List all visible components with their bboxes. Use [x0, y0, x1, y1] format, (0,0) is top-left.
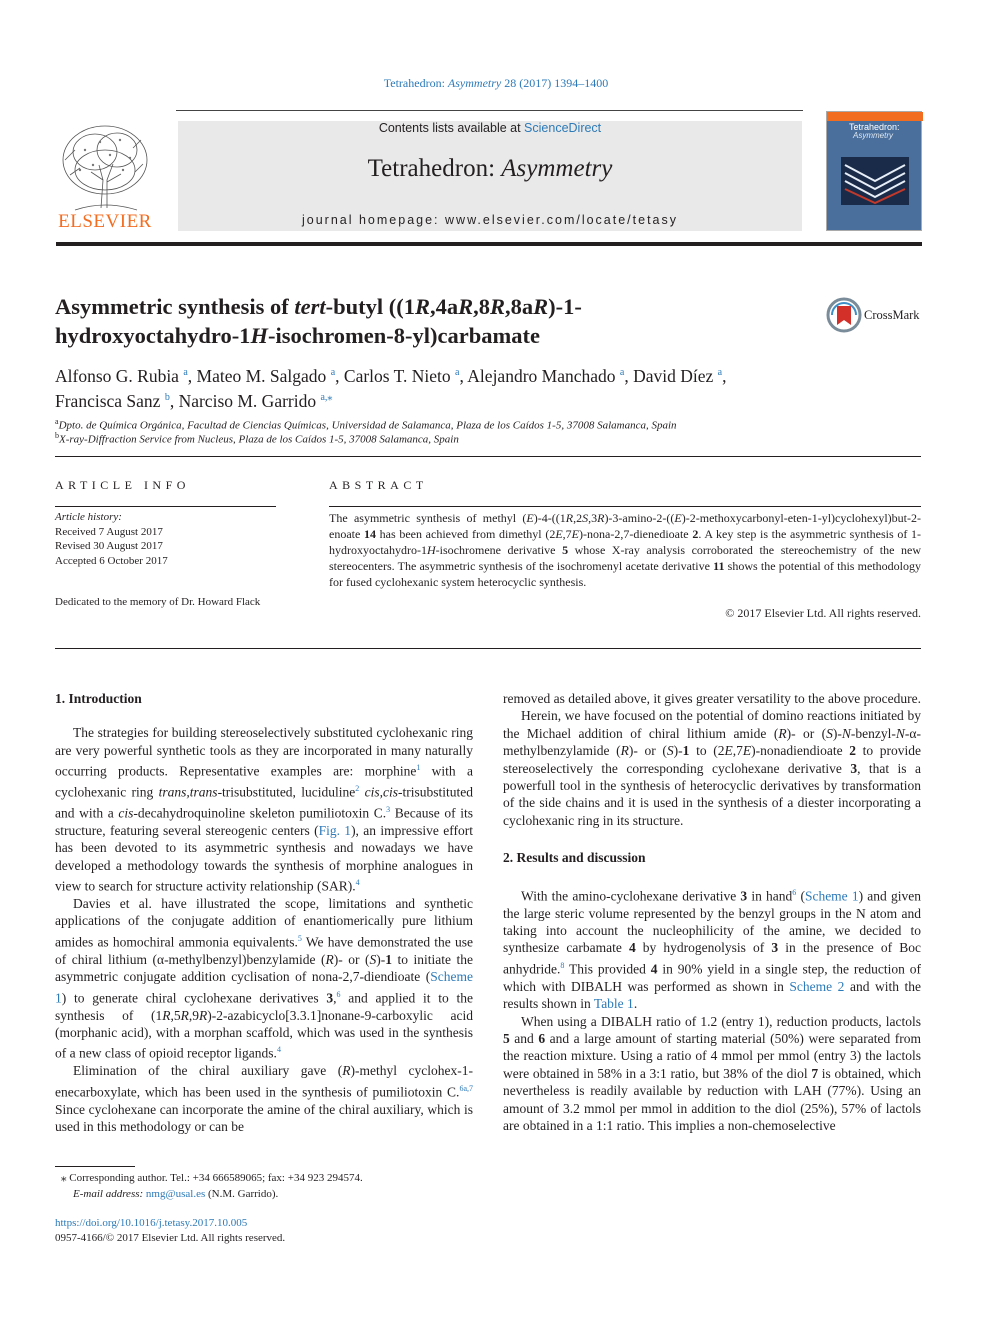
paragraph: Elimination of the chiral auxiliary gave (R)-methyl cyclohex-1-enecarboxylate, which has been used in the synthesis of pumiliotoxin C.$^{6a,7}$ Since cyclohexane can incorporate the amine of the chiral auxiliary, which is used in this methodology or can be	[55, 1063, 473, 1134]
body-column-right	[503, 690, 921, 1134]
sciencedirect-link[interactable]: ScienceDirect	[524, 121, 602, 135]
cover-title: Tetrahedron:	[849, 122, 900, 132]
divider	[55, 648, 921, 649]
figure-link[interactable]: Fig. 1	[318, 822, 352, 838]
author[interactable]: Mateo M. Salgado	[196, 365, 327, 386]
crossmark-icon	[826, 297, 862, 333]
author-list: Alfonso G. Rubia $^a$, Mateo M. Salgado $^a$, Carlos T. Nieto $^a$, Alejandro Manchado $^a$, David Díez $^a$, Francisca Sanz $^b$, Narciso M. Garrido $^{a,⁎}$	[55, 365, 727, 411]
author[interactable]: Alejandro Manchado	[467, 365, 616, 386]
paragraph: Herein, we have focused on the potential of domino reactions initiated by the Michael addition of chiral lithium amide (R)- or (S)-N-benzyl-N-α-methylbenzylamide (R)- or (S)-1 to (2E,7E)-nonadiendioate 2 to provide stereoselectively the corresponding cyclohexane derivative 3, that is a powerfull tool in the synthesis of heterocyclic derivatives by transformation of the side chains and it is used in the synthesis of a diester incorporating a cyclohexanic ring in its structure.	[503, 708, 922, 828]
doi-block	[55, 1216, 473, 1246]
article-title: Asymmetric synthesis of tert-butyl ((1R,4aR,8R,8aR)-1- hydroxyoctahydro-1H-isochromen-8-yl)carbamate	[55, 294, 582, 348]
scheme-link[interactable]: Scheme 1	[804, 888, 859, 904]
affiliation-b: $^b$X-ray-Diffraction Service from Nucleus, Plaza de los Caídos 1-5, 37008 Salamanca, Spain	[55, 431, 459, 446]
homepage-link[interactable]: www.elsevier.com/locate/tetasy	[445, 213, 679, 227]
corresponding-author-note: ⁎ Corresponding author. Tel.: +34 666589065; fax: +34 923 294574. E-mail address: nmg@usal.es (N.M. Garrido).	[61, 1172, 363, 1200]
issn-line: 0957-4166/© 2017 Elsevier Ltd. All rights reserved.	[55, 1232, 286, 1244]
author[interactable]: Francisca Sanz	[55, 390, 161, 411]
divider	[55, 506, 276, 507]
footnote-rule	[55, 1166, 135, 1167]
table-link[interactable]: Table 1	[593, 996, 634, 1012]
article-info-heading: ARTICLE INFO	[55, 478, 190, 492]
contents-line: Contents lists available at ScienceDirect	[378, 121, 602, 135]
section-heading: 2. Results and discussion	[503, 850, 646, 866]
publisher-name: ELSEVIER	[58, 211, 152, 232]
divider	[55, 456, 921, 457]
doi-link[interactable]: https://doi.org/10.1016/j.tetasy.2017.10.005	[55, 1217, 248, 1229]
journal-homepage: journal homepage: www.elsevier.com/locate/tetasy	[301, 213, 679, 227]
journal-citation[interactable]: Tetrahedron: Asymmetry 28 (2017) 1394–1400	[383, 76, 609, 90]
header-rule-top	[176, 110, 803, 111]
crossmark-label: CrossMark	[864, 308, 920, 322]
scheme-link[interactable]: Scheme 1	[55, 969, 473, 1006]
paragraph: removed as detailed above, it gives greater versatility to the above procedure.	[503, 691, 921, 706]
abstract-heading: ABSTRACT	[329, 478, 428, 492]
section-heading: 1. Introduction	[55, 691, 142, 706]
paragraph: When using a DIBALH ratio of 1.2 (entry 1), reduction products, lactols 5 and 6 and a large amount of starting material (50%) were separated from the reaction mixture. Using a ratio of 4 mmol per mmol (entry 3) the lactols were obtained in 58% in a 3:1 ratio, but 38% of the diol 7 is obtained, which nevertheless is readily available by reduction with LAH (77%). Using an amount of 3.2 mmol per mmol in addition to the diol (25%), 57% of lactols are obtained in a 1:1 ratio. This implies a non-chemoselective	[503, 1013, 921, 1133]
author[interactable]: Narciso M. Garrido	[178, 390, 317, 411]
author[interactable]: Alfonso G. Rubia	[55, 365, 179, 386]
cover-subtitle: Asymmetry	[853, 131, 893, 140]
dedication: Dedicated to the memory of Dr. Howard Flack	[55, 596, 261, 608]
journal-cover-image	[826, 111, 922, 231]
paragraph: Davies et al. have illustrated the scope, limitations and synthetic applications of the conjugate addition of enantiomerically pure lithium amides as homochiral ammonia equivalents.$^5$ We have demonstrated the use of chiral lithium (α-methylbenzyl)benzylamide (R)- or (S)-1 to initiate the asymmetric conjugate addition cyclisation of nona-2,7-diendioate (Scheme 1) to generate chiral cyclohexane derivatives 3,$^6$ and applied it to the synthesis of (1R,5R,9R)-2-azabicyclo[3.3.1]nonane-9-carboxylic acid (morphanic acid), with a morphan scaffold, which was used in the synthesis of a new class of opioid receptor ligands.$^4$	[55, 896, 474, 1061]
body-column-left	[55, 690, 473, 1135]
email-link[interactable]: nmg@usal.es	[145, 1187, 206, 1200]
affiliation-a: $^a$Dpto. de Química Orgánica, Facultad de Ciencias Químicas, Universidad de Salamanca, Plaza de los Caídos 1-5, 37008 Salamanca, Spain	[55, 417, 677, 432]
author[interactable]: David Díez	[633, 365, 714, 386]
paragraph: With the amino-cyclohexane derivative 3 in hand$^6$ (Scheme 1) and given the large steric volume represented by the benzyl groups in the N atom and taking into account the nucleophilicity of the amine, we decided to synthesize carbamate 4 by hydrogenolysis of 3 in the presence of Boc anhydride.$^8$ This provided 4 in 90% yield in a single step, the reduction of which with DIBALH was performed as shown in Scheme 2 and with the results shown in Table 1.	[503, 887, 921, 1012]
abstract-text: The asymmetric synthesis of methyl (E)-4-((1R,2S,3R)-3-amino-2-((E)-2-methoxycarbonyl-eten-1-yl)cyclohexyl)but-2-enoate 14 has been achieved from dimethyl (2E,7E)-nona-2,7-dienedioate 2. A key step is the asymmetric synthesis of 1-hydroxyoctahydro-1H-isochromene derivative 5 whose X-ray analysis corroborated the stereochemistry of the new stereocenters. The asymmetric synthesis of the isochromenyl acetate derivative 11 shows the potential of this methodology for fused cyclohexanic system heterocyclic synthesis.	[329, 511, 922, 589]
copyright-notice: © 2017 Elsevier Ltd. All rights reserved.	[725, 606, 921, 620]
crossmark-badge[interactable]	[826, 297, 936, 337]
article-history: Article history: Received 7 August 2017 Revised 30 August 2017 Accepted 6 October 2017	[55, 511, 168, 567]
scheme-link[interactable]: Scheme 2	[789, 978, 845, 994]
cover-artwork	[841, 157, 909, 205]
author[interactable]: Carlos T. Nieto	[343, 365, 451, 386]
divider	[329, 506, 921, 507]
header-rule-bottom	[56, 242, 922, 246]
journal-title: Tetrahedron: Asymmetry	[367, 155, 613, 182]
paragraph: The strategies for building stereoselectively substituted cyclohexanic ring are very powerful synthetic tools as they are incorporated in many naturally occurring products. Representative examples are: morphine$^1$ with a cyclohexanic ring trans,trans-trisubstituted, luciduline$^2$ cis,cis-trisubstituted and with a cis-decahydroquinoline skeleton pumiliotoxin C.$^3$ Because of its structure, featuring several stereogenic centers (Fig. 1), an impressive effort has been devoted to its asymmetric synthesis and nowadays we have developed a methodology towards the synthesis of morphine analogues in view to search for structure activity relationship (SAR).$^4$	[55, 725, 474, 894]
